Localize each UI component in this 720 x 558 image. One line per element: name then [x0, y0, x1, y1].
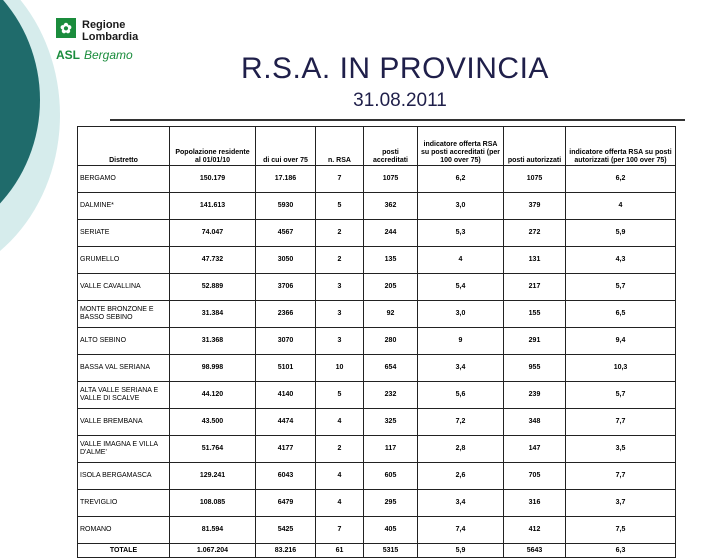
district-name: BASSA VAL SERIANA [78, 355, 170, 382]
table-row [78, 166, 676, 193]
table-cell: 4474 [256, 409, 316, 436]
table-cell: 5,9 [566, 220, 676, 247]
table-cell: 654 [364, 355, 418, 382]
table-cell: 232 [364, 382, 418, 409]
district-name: VALLE CAVALLINA [78, 274, 170, 301]
table-cell: 4177 [256, 436, 316, 463]
table-cell: 295 [364, 490, 418, 517]
table-cell: 272 [504, 220, 566, 247]
table-cell: 7,2 [418, 409, 504, 436]
table-row [78, 436, 676, 463]
table-cell: 4140 [256, 382, 316, 409]
table-cell: 5101 [256, 355, 316, 382]
column-header: indicatore offerta RSA su posti accreditati (per 100 over 75) [418, 127, 504, 166]
table-cell: 31.384 [170, 301, 256, 328]
table-cell: 6,5 [566, 301, 676, 328]
district-name: BERGAMO [78, 166, 170, 193]
table-cell: 316 [504, 490, 566, 517]
table-cell: 291 [504, 328, 566, 355]
table-cell: 17.186 [256, 166, 316, 193]
table-cell: 5 [316, 193, 364, 220]
asl-label [56, 48, 133, 62]
table-cell: 155 [504, 301, 566, 328]
table-cell: 325 [364, 409, 418, 436]
table-cell: 3,7 [566, 490, 676, 517]
table-cell: 5,3 [418, 220, 504, 247]
column-header: indicatore offerta RSA su posti autorizzati (per 100 over 75) [566, 127, 676, 166]
rsa-table-container [77, 126, 675, 554]
table-cell: 5,7 [566, 274, 676, 301]
table-row [78, 193, 676, 220]
table-cell: 6,2 [566, 166, 676, 193]
total-cell: 6,3 [566, 544, 676, 558]
table-cell: 47.732 [170, 247, 256, 274]
table-cell: 10 [316, 355, 364, 382]
table-cell: 5 [316, 382, 364, 409]
table-cell: 217 [504, 274, 566, 301]
table-cell: 141.613 [170, 193, 256, 220]
table-cell: 3 [316, 274, 364, 301]
table-cell: 379 [504, 193, 566, 220]
table-cell: 5,6 [418, 382, 504, 409]
rsa-table [77, 126, 676, 558]
asl-city: Bergamo [84, 48, 133, 62]
district-name: TREVIGLIO [78, 490, 170, 517]
column-header: n. RSA [316, 127, 364, 166]
table-cell: 150.179 [170, 166, 256, 193]
table-row [78, 490, 676, 517]
table-cell: 2 [316, 247, 364, 274]
table-cell: 280 [364, 328, 418, 355]
district-name: ALTO SEBINO [78, 328, 170, 355]
table-cell: 7 [316, 166, 364, 193]
table-row [78, 463, 676, 490]
table-cell: 6479 [256, 490, 316, 517]
table-cell: 1075 [504, 166, 566, 193]
table-cell: 5,4 [418, 274, 504, 301]
page-date: 31.08.2011 [353, 90, 447, 111]
decorative-curve [0, 0, 80, 540]
table-cell: 129.241 [170, 463, 256, 490]
asl-text: ASL [56, 48, 80, 62]
table-cell: 117 [364, 436, 418, 463]
table-cell: 1075 [364, 166, 418, 193]
table-cell: 3,0 [418, 193, 504, 220]
table-cell: 92 [364, 301, 418, 328]
district-name: SERIATE [78, 220, 170, 247]
table-cell: 348 [504, 409, 566, 436]
table-cell: 3070 [256, 328, 316, 355]
table-cell: 6043 [256, 463, 316, 490]
table-cell: 244 [364, 220, 418, 247]
district-name: ALTA VALLE SERIANA E VALLE DI SCALVE [78, 382, 170, 409]
total-cell: 83.216 [256, 544, 316, 558]
table-cell: 108.085 [170, 490, 256, 517]
table-row [78, 409, 676, 436]
table-cell: 2366 [256, 301, 316, 328]
table-cell: 131 [504, 247, 566, 274]
table-cell: 9 [418, 328, 504, 355]
table-cell: 3050 [256, 247, 316, 274]
total-row [78, 544, 676, 558]
table-cell: 239 [504, 382, 566, 409]
total-label: TOTALE [78, 544, 170, 558]
column-header: Distretto [78, 127, 170, 166]
table-cell: 4,3 [566, 247, 676, 274]
table-row [78, 328, 676, 355]
page-title: R.S.A. IN PROVINCIA [241, 52, 549, 85]
table-row [78, 220, 676, 247]
table-cell: 705 [504, 463, 566, 490]
district-name: MONTE BRONZONE E BASSO SEBINO [78, 301, 170, 328]
region-line1: Regione [82, 19, 126, 31]
table-cell: 9,4 [566, 328, 676, 355]
table-cell: 2,6 [418, 463, 504, 490]
table-cell: 3,4 [418, 355, 504, 382]
table-cell: 7,5 [566, 517, 676, 544]
table-cell: 605 [364, 463, 418, 490]
table-cell: 135 [364, 247, 418, 274]
table-cell: 7,7 [566, 409, 676, 436]
table-cell: 3,0 [418, 301, 504, 328]
region-line2: Lombardia [82, 31, 139, 43]
column-header: di cui over 75 [256, 127, 316, 166]
table-cell: 4 [316, 490, 364, 517]
table-cell: 2,8 [418, 436, 504, 463]
table-cell: 3,4 [418, 490, 504, 517]
table-cell: 4 [316, 463, 364, 490]
title-divider [110, 119, 685, 121]
table-cell: 7 [316, 517, 364, 544]
column-header: posti accreditati [364, 127, 418, 166]
total-cell: 5315 [364, 544, 418, 558]
district-name: GRUMELLO [78, 247, 170, 274]
table-cell: 98.998 [170, 355, 256, 382]
table-cell: 3706 [256, 274, 316, 301]
table-cell: 4 [566, 193, 676, 220]
table-row [78, 382, 676, 409]
table-row [78, 274, 676, 301]
table-row [78, 517, 676, 544]
table-cell: 10,3 [566, 355, 676, 382]
region-logo-icon: ✿ [56, 18, 76, 38]
total-cell: 5643 [504, 544, 566, 558]
district-name: VALLE BREMBANA [78, 409, 170, 436]
region-logo [56, 18, 156, 66]
table-cell: 3 [316, 301, 364, 328]
table-cell: 955 [504, 355, 566, 382]
table-cell: 205 [364, 274, 418, 301]
table-cell: 6,2 [418, 166, 504, 193]
total-cell: 1.067.204 [170, 544, 256, 558]
district-name: DALMINE* [78, 193, 170, 220]
table-header-row [78, 127, 676, 166]
column-header: posti autorizzati [504, 127, 566, 166]
district-name: ISOLA BERGAMASCA [78, 463, 170, 490]
table-cell: 7,7 [566, 463, 676, 490]
table-cell: 4 [316, 409, 364, 436]
district-name: ROMANO [78, 517, 170, 544]
table-cell: 405 [364, 517, 418, 544]
table-cell: 44.120 [170, 382, 256, 409]
total-cell: 61 [316, 544, 364, 558]
district-name: VALLE IMAGNA E VILLA D'ALME' [78, 436, 170, 463]
table-cell: 4 [418, 247, 504, 274]
table-row [78, 301, 676, 328]
table-cell: 81.594 [170, 517, 256, 544]
table-cell: 5425 [256, 517, 316, 544]
total-cell: 5,9 [418, 544, 504, 558]
table-cell: 2 [316, 220, 364, 247]
table-cell: 52.889 [170, 274, 256, 301]
table-cell: 43.500 [170, 409, 256, 436]
table-cell: 2 [316, 436, 364, 463]
table-cell: 51.764 [170, 436, 256, 463]
table-cell: 7,4 [418, 517, 504, 544]
table-row [78, 355, 676, 382]
table-cell: 3 [316, 328, 364, 355]
table-cell: 362 [364, 193, 418, 220]
table-cell: 3,5 [566, 436, 676, 463]
table-row [78, 247, 676, 274]
column-header: Popolazione residente al 01/01/10 [170, 127, 256, 166]
table-cell: 412 [504, 517, 566, 544]
table-cell: 31.368 [170, 328, 256, 355]
table-cell: 74.047 [170, 220, 256, 247]
table-cell: 147 [504, 436, 566, 463]
table-cell: 5930 [256, 193, 316, 220]
table-cell: 5,7 [566, 382, 676, 409]
table-cell: 4567 [256, 220, 316, 247]
